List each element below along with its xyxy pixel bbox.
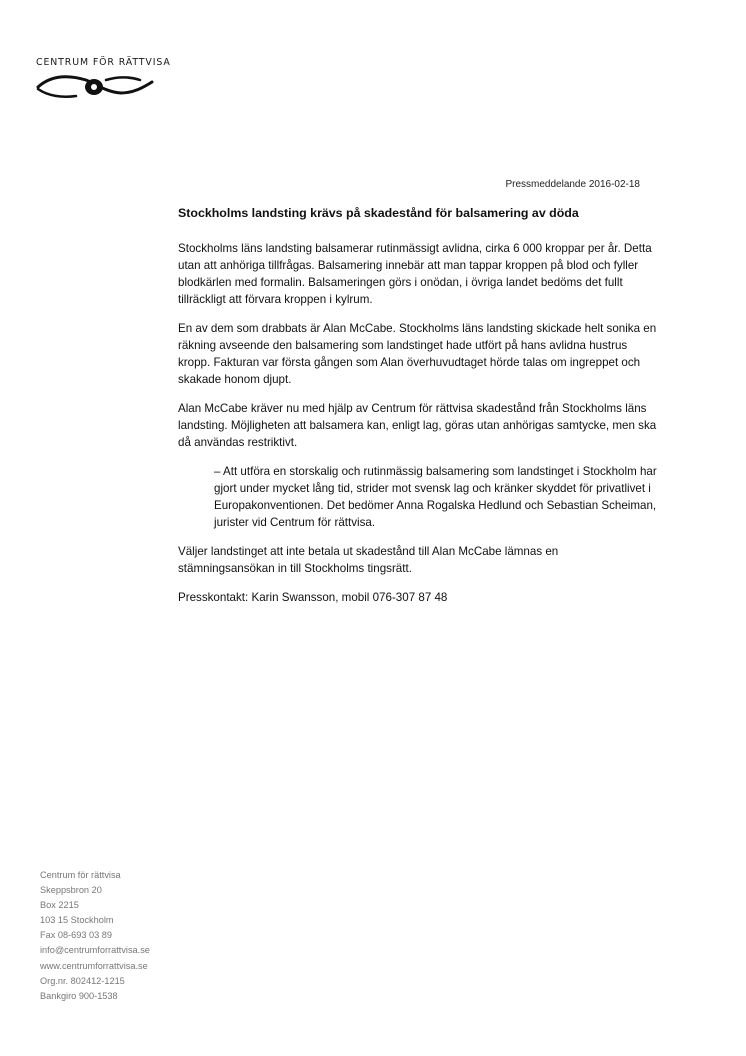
paragraph: Alan McCabe kräver nu med hjälp av Centrum för rättvisa skadestånd från Stockholms läns landsting. Möjligheten att balsamera kan, enligt lag, göras utan anhörigas samtycke, men ska då användas restriktivt. [178, 402, 657, 449]
paragraph: Stockholms läns landsting balsamerar rutinmässigt avlidna, cirka 6 000 kroppar per år. Detta utan att anhöriga tillfrågas. Balsamering innebär att man tappar kroppen på blod och fyller blodkärlen med formalin. Balsameringen görs i onödan, i övriga landet bedöms det fullt tillräckligt att förvara kroppen i kylrum. [178, 242, 652, 306]
quote-paragraph: – Att utföra en storskalig och rutinmässig balsamering som landstinget i Stockholm har gjort under mycket lång tid, strider mot svensk lag och kränker skyddet för privatlivet i Europakonventionen. Det bedömer Anna Rogalska Hedlund och Sebastian Scheiman, jurister vid Centrum för rättvisa. [214, 465, 657, 529]
footer-line: Org.nr. 802412-1215 [40, 975, 125, 986]
footer-line: Bankgiro 900-1538 [40, 990, 118, 1001]
document-body [178, 205, 658, 618]
paragraph: En av dem som drabbats är Alan McCabe. Stockholms läns landsting skickade helt sonika en räkning avseende den balsamering som landstinget hade utfört på hans avlidna hustrus kropp. Fakturan var första gången som Alan överhuvudtaget hörde talas om ingreppet och skakade honom djupt. [178, 322, 657, 386]
footer-line: Centrum för rättvisa [40, 870, 121, 880]
footer-address [40, 868, 150, 1004]
paragraph: Väljer landstinget att inte betala ut skadestånd till Alan McCabe lämnas en stämningsansökan in till Stockholms tingsrätt. [178, 545, 559, 575]
footer-line: 103 15 Stockholm [40, 915, 114, 926]
footer-line: Box 2215 [40, 900, 79, 911]
footer-website: www.centrumforrattvisa.se [40, 960, 148, 971]
logo-text: CENTRUM FÖR RÄTTVISA [36, 57, 171, 68]
document-date: Pressmeddelande 2016-02-18 [505, 179, 640, 190]
eye-icon [36, 74, 154, 100]
document-title: Stockholms landsting krävs på skadestånd för balsamering av döda [178, 206, 579, 220]
logo [36, 57, 171, 100]
press-contact: Presskontakt: Karin Swansson, mobil 076-307 87 48 [178, 591, 448, 604]
footer-line: Fax 08-693 03 89 [40, 930, 113, 941]
footer-line: Skeppsbron 20 [40, 885, 102, 896]
footer-email: info@centrumforrattvisa.se [40, 945, 150, 956]
